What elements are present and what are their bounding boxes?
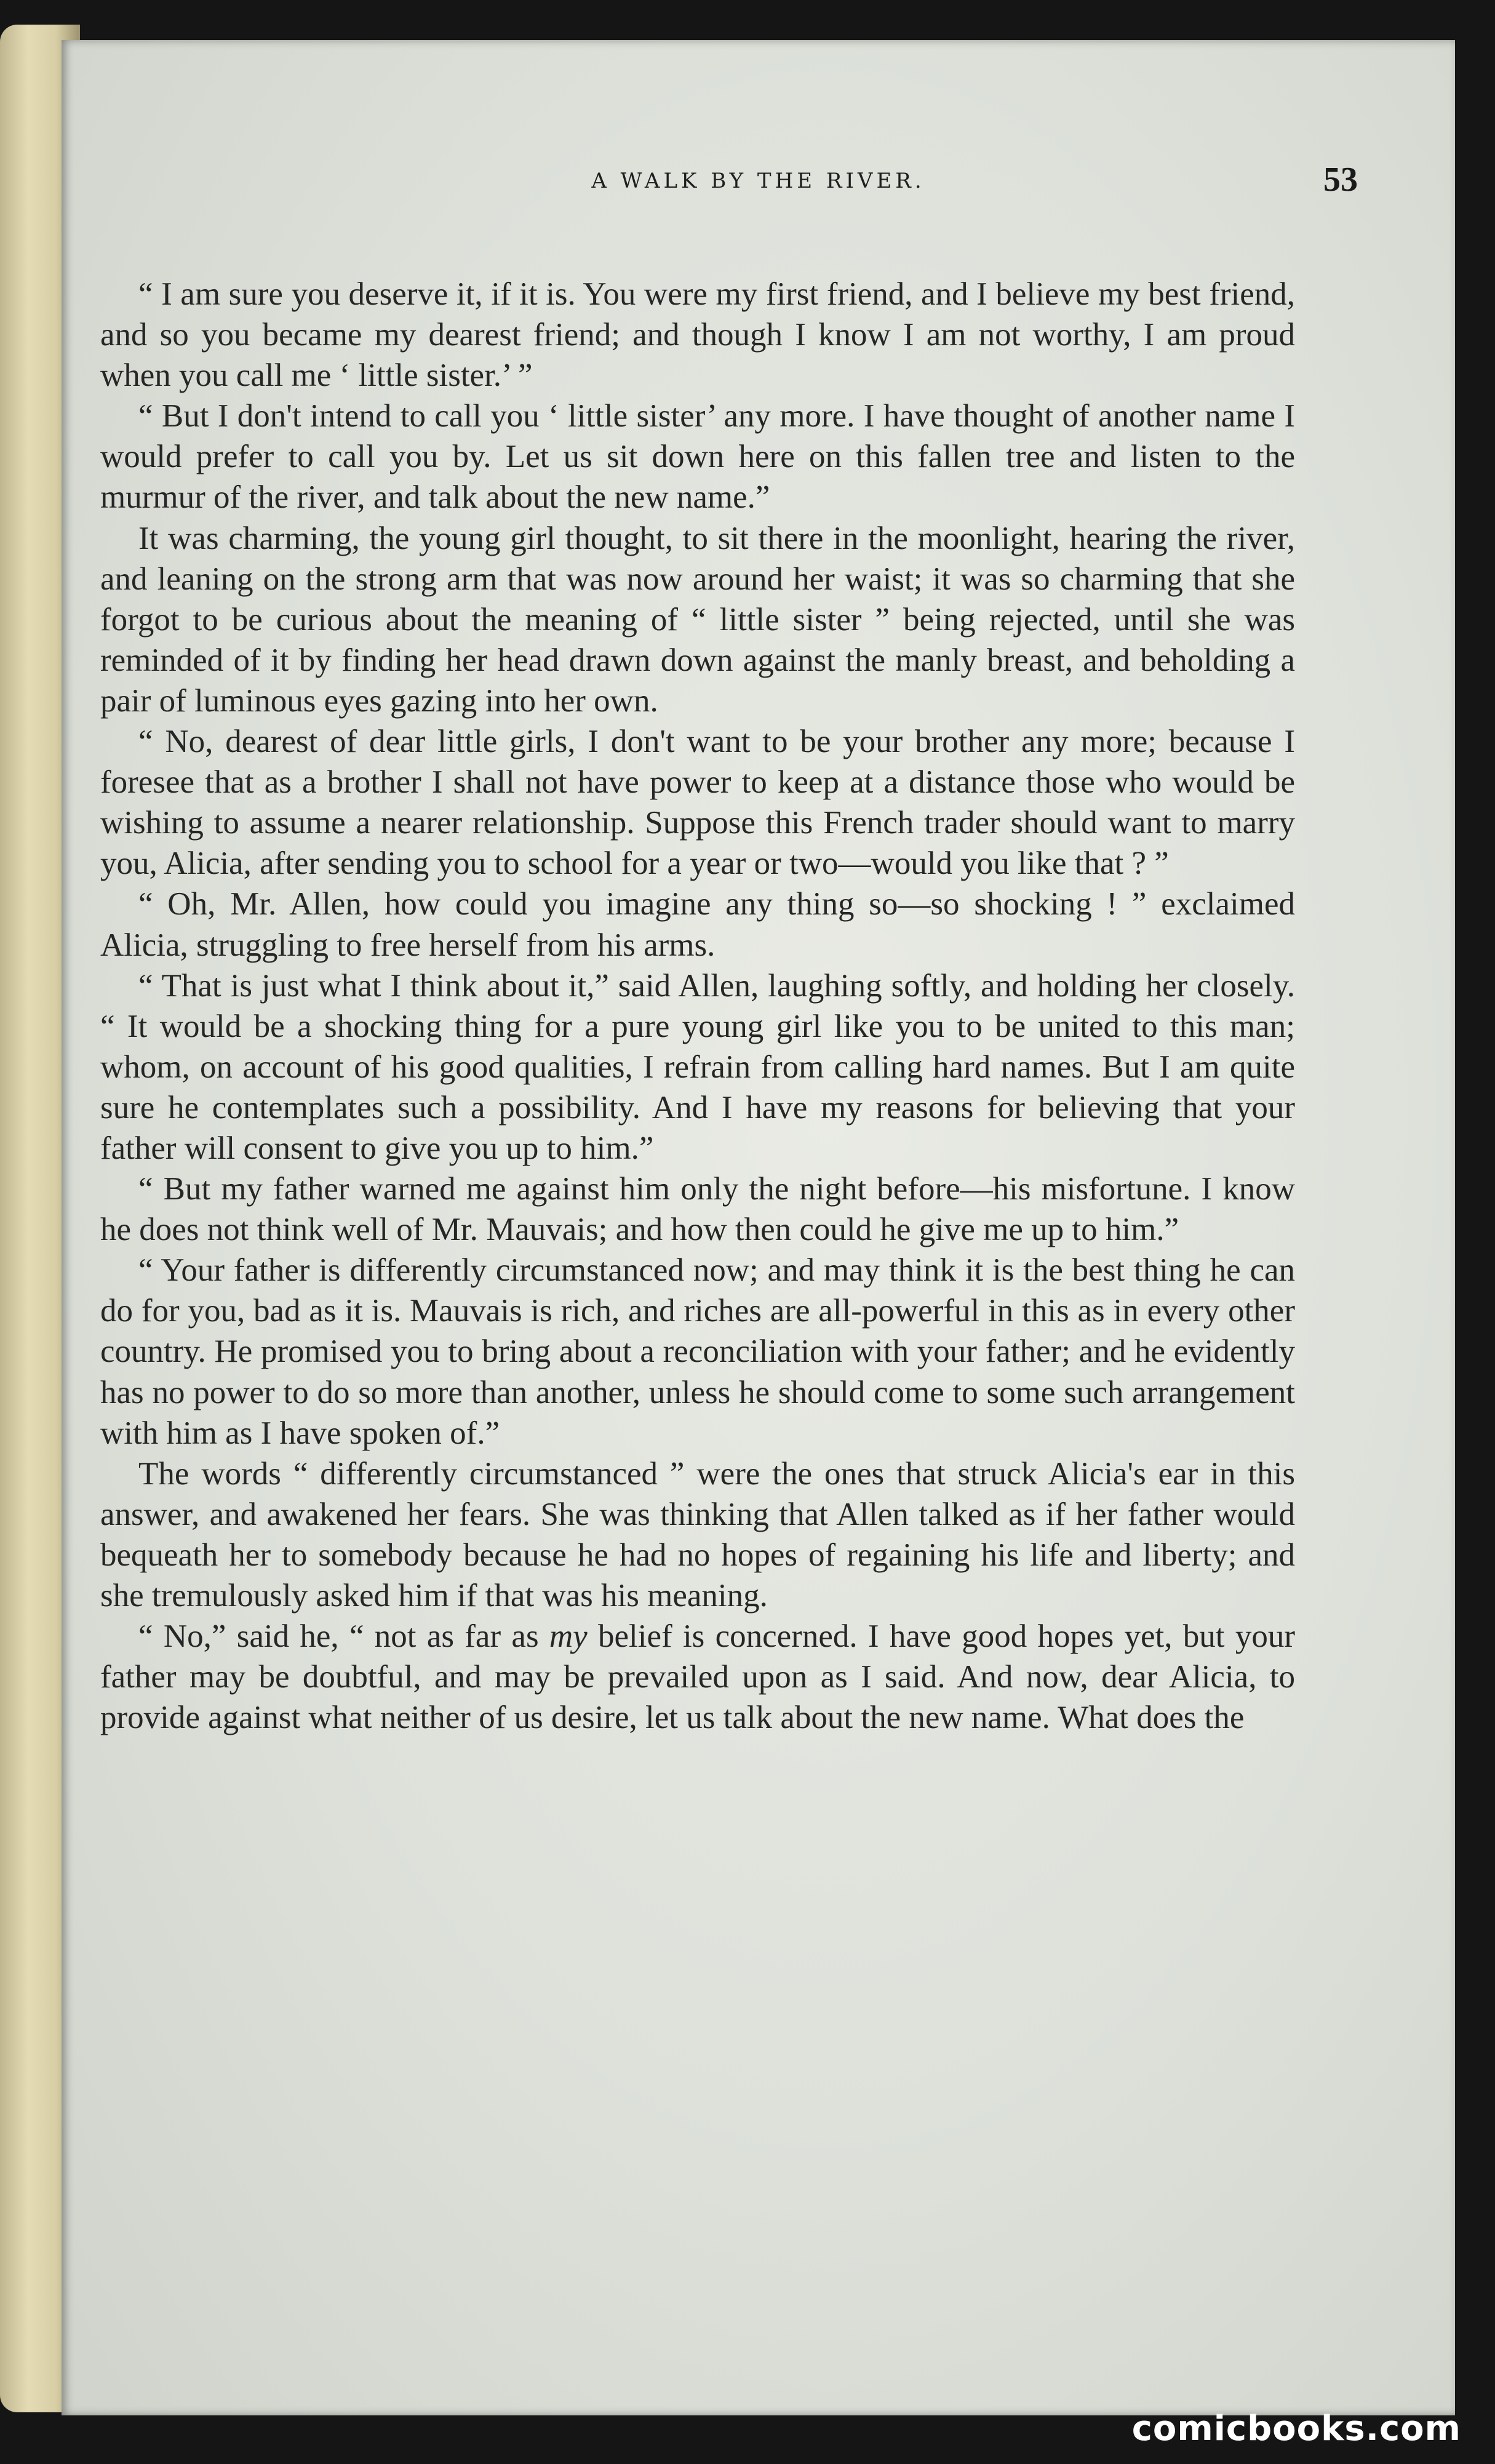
paragraph-1: “ I am sure you deserve it, if it is. You were my first friend, and I believe my best friend, and so you became my dearest friend; and though I know I am not worthy, I am proud when you call me ‘ little sister.’ ” [100,276,1295,394]
emphasized-word: my [549,1618,588,1655]
running-title: A WALK BY THE RIVER. [591,169,925,193]
paragraph-6: “ That is just what I think about it,” said Allen, laughing softly, and holding her closely. “ It would be a shocking thing for a pure young girl like you to be united to this man; whom, on account of his good qualities, I refrain from calling hard names. But I am quite sure he contemplates such a possibility. And I have my reasons for believing that your father will consent to give you up to him.” [100,967,1295,1166]
book-page [62,40,1455,2415]
paragraph-8: “ Your father is differently circumstanced now; and may think it is the best thing he can do for you, bad as it is. Mauvais is rich, and riches are all-powerful in this as in every other country. He promised you to bring about a reconciliation with your father; and he evidently has no power to do so more than another, unless he should come to some such arrangement with him as I have spoken of.” [100,1252,1295,1451]
page-number: 53 [1323,161,1358,199]
body-text [100,274,1295,1738]
paragraph-3: It was charming, the young girl thought, to sit there in the moonlight, hearing the river, and leaning on the strong arm that was now around her waist; it was so charming that she forgot to be curious about the meaning of “ little sister ” being rejected, until she was reminded of it by finding her head drawn down against the manly breast, and beholding a pair of luminous eyes gazing into her own. [100,520,1295,719]
running-head [62,160,1455,209]
paragraph-9: The words “ differently circumstanced ” were the ones that struck Alicia's ear in this answer, and awakened her fears. She was thinking that Allen talked as if her father would bequeath her to somebody because he had no hopes of regaining his life and liberty; and she tremulously asked him if that was his meaning. [100,1455,1295,1614]
paragraph-2: “ But I don't intend to call you ‘ little sister’ any more. I have thought of another name I would prefer to call you by. Let us sit down here on this fallen tree and listen to the murmur of the river, and talk about the new name.” [100,398,1295,516]
paragraph-5: “ Oh, Mr. Allen, how could you imagine any thing so—so shocking ! ” exclaimed Alicia, struggling to free herself from his arms. [100,886,1295,963]
paragraph-7: “ But my father warned me against him only the night before—his misfortune. I know he does not think well of Mr. Mauvais; and how then could he give me up to him.” [100,1171,1295,1248]
paragraph-10-start: “ No,” said he, “ not as far as [138,1618,549,1655]
paragraph-10-end: belief is concerned. I have good hopes yet, but your father may be doubtful, and may be prevailed upon as I said. And now, dear Alicia, to provide against what neither of us desire, let us talk about the new name. What does the [100,1618,1295,1736]
watermark-text: comicbooks.com [1131,2409,1461,2449]
paragraph-4: “ No, dearest of dear little girls, I don't want to be your brother any more; because I foresee that as a brother I shall not have power to keep at a distance those who would be wishing to assume a nearer relationship. Suppose this French trader should want to marry you, Alicia, after sending you to school for a year or two—would you like that ? ” [100,724,1295,882]
paragraph-10 [100,1616,1295,1738]
